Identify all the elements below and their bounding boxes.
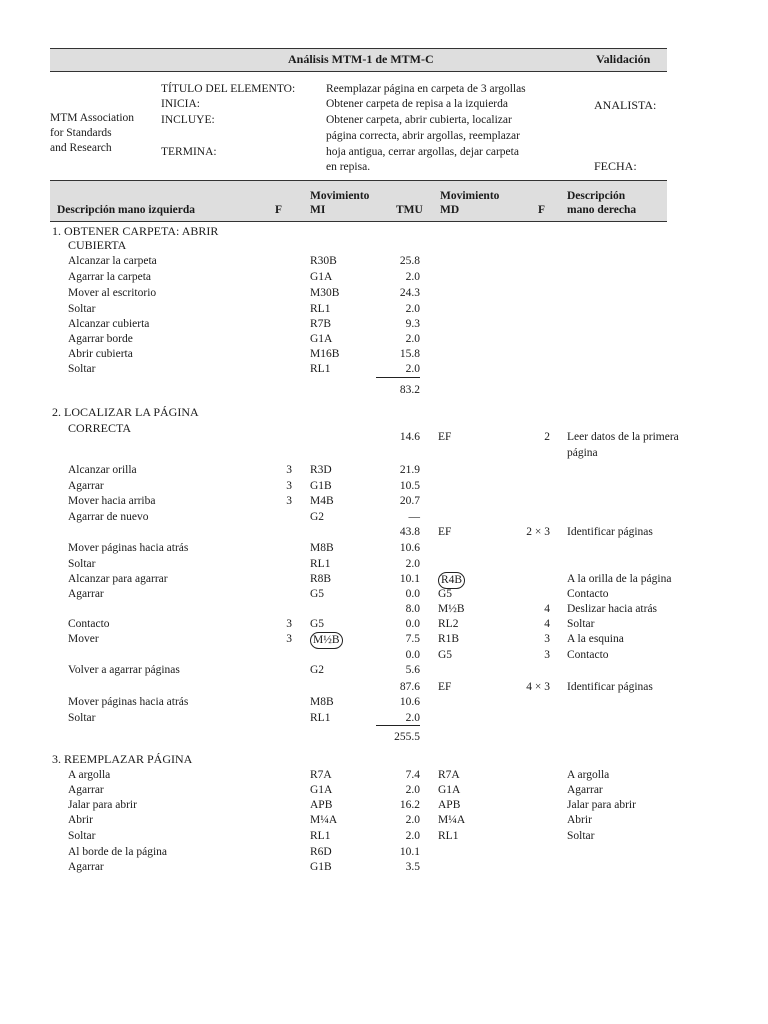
left-frequency: 3 [286,633,292,645]
table-row [0,860,768,875]
table-row [0,632,768,647]
left-motion: G2 [310,664,325,676]
table-row [0,479,768,494]
description-line: Obtener carpeta, abrir cubierta, localizar [326,114,512,126]
table-row [0,845,768,860]
left-frequency: 3 [286,618,292,630]
table-row [0,813,768,828]
subtotal-rule [376,377,420,378]
right-description: Contacto [567,588,609,600]
col-desc-right: Descripción [567,190,626,202]
right-motion: R1B [438,633,460,645]
left-description: Jalar para abrir [68,799,137,811]
right-description: Deslizar hacia atrás [567,603,658,615]
tmu-value: 43.8 [399,526,420,538]
left-description: A argolla [68,769,111,781]
tmu-value: 24.3 [399,287,420,299]
left-motion: R30B [310,255,337,267]
table-row [0,383,768,398]
tmu-value: 87.6 [399,681,420,693]
section-title-cont: CORRECTA [68,421,132,435]
table-row [0,695,768,710]
table-row [0,317,768,332]
right-motion: M½B [438,603,465,615]
left-motion: G1B [310,480,332,492]
left-motion: APB [310,799,333,811]
left-description: Mover páginas hacia atrás [68,696,189,708]
table-row [0,463,768,478]
left-description: Agarrar [68,588,104,600]
right-description: Contacto [567,649,609,661]
description-line: hoja antigua, cerrar argollas, dejar carpeta [326,146,519,158]
right-description: Soltar [567,618,595,630]
left-motion: M½B [310,632,343,649]
table-row [0,446,768,461]
left-description: Volver a agarrar páginas [68,664,180,676]
tmu-value: 3.5 [405,861,420,873]
tmu-value: 16.2 [399,799,420,811]
tmu-value: 2.0 [405,333,420,345]
table-row [0,798,768,813]
table-row [0,711,768,726]
tmu-value: 10.1 [399,846,420,858]
right-description: A la orilla de la página [567,573,672,585]
right-motion: EF [438,681,452,693]
right-motion: G1A [438,784,461,796]
description-line: en repisa. [326,161,371,173]
org-line: and Research [50,142,112,154]
left-frequency: 3 [286,495,292,507]
right-frequency: 3 [544,633,550,645]
left-motion: G1A [310,271,333,283]
left-motion: RL1 [310,712,331,724]
description-line: Obtener carpeta de repisa a la izquierda [326,98,508,110]
tmu-value: 0.0 [405,618,420,630]
right-motion: G5 [438,588,453,600]
right-motion: M¼A [438,814,466,826]
table-row [0,557,768,572]
description-line: Reemplazar página en carpeta de 3 argollas [326,83,526,95]
col-mov-md-sub: MD [440,204,460,216]
right-frequency: 4 × 3 [526,681,550,693]
table-row [0,783,768,798]
tmu-value: — [408,511,420,523]
left-motion: M4B [310,495,334,507]
right-frequency: 2 × 3 [526,526,550,538]
left-motion: R7B [310,318,332,330]
col-f-left: F [275,204,283,216]
left-motion: RL1 [310,830,331,842]
col-desc-right-sub: mano derecha [567,204,637,216]
ends-label: TERMINA: [161,146,217,158]
table-row [0,270,768,285]
starts-label: INICIA: [161,98,200,110]
table-row [0,829,768,844]
left-description: Soltar [68,830,96,842]
left-motion: R3D [310,464,332,476]
validation-label: Validación [596,52,651,66]
left-description: Agarrar borde [68,333,133,345]
tmu-value: 5.6 [405,664,420,676]
table-row [0,286,768,301]
right-description: A argolla [567,769,610,781]
right-motion: R7A [438,769,460,781]
tmu-value: 10.6 [399,696,420,708]
right-description: Abrir [567,814,592,826]
col-tmu: TMU [396,204,423,216]
right-description: Identificar páginas [567,526,653,538]
tmu-value: 25.8 [399,255,420,267]
tmu-value: 8.0 [405,603,420,615]
right-motion: RL1 [438,830,459,842]
tmu-value: 2.0 [405,712,420,724]
right-motion: EF [438,431,452,443]
table-row [0,617,768,632]
left-motion: G2 [310,511,325,523]
right-description: Soltar [567,830,595,842]
left-description: Mover páginas hacia atrás [68,542,189,554]
org-line: for Standards [50,127,112,139]
description-line: página correcta, abrir argollas, reemplazar [326,130,520,142]
tmu-value: 2.0 [405,814,420,826]
table-row [0,332,768,347]
tmu-value: 2.0 [405,830,420,842]
left-motion: M16B [310,348,340,360]
tmu-value: 83.2 [399,384,420,396]
table-row [0,525,768,540]
right-frequency: 2 [544,431,550,443]
tmu-value: 10.6 [399,542,420,554]
right-frequency: 3 [544,649,550,661]
left-motion: R8B [310,573,332,585]
table-row [0,362,768,377]
org-line: MTM Association [50,112,135,124]
left-description: Soltar [68,712,96,724]
table-row [0,254,768,269]
col-f-right: F [538,204,546,216]
left-motion: M30B [310,287,340,299]
left-motion: G1A [310,784,333,796]
table-row [0,430,768,445]
table-row [0,541,768,556]
left-frequency: 3 [286,464,292,476]
left-motion: R6D [310,846,332,858]
right-motion: RL2 [438,618,459,630]
tmu-value: 2.0 [405,558,420,570]
includes-label: INCLUYE: [161,114,215,126]
table-row [0,648,768,663]
right-motion: R4B [438,572,465,589]
tmu-value: 2.0 [405,363,420,375]
left-description: Alcanzar para agarrar [68,573,168,585]
table-row [0,510,768,525]
table-row [0,302,768,317]
left-description: Contacto [68,618,110,630]
left-motion: G1A [310,333,333,345]
left-description: Soltar [68,363,96,375]
tmu-value: 10.1 [399,573,420,585]
left-description: Alcanzar orilla [68,464,137,476]
left-description: Mover hacia arriba [68,495,156,507]
section-title-cont: CUBIERTA [68,238,127,252]
right-motion: APB [438,799,461,811]
table-row [0,768,768,783]
table-row [0,494,768,509]
tmu-value: 20.7 [399,495,420,507]
tmu-value: 0.0 [405,649,420,661]
tmu-value: 21.9 [399,464,420,476]
col-mov-mi: Movimiento [310,190,370,202]
table-row [0,730,768,745]
left-frequency: 3 [286,480,292,492]
tmu-value: 0.0 [405,588,420,600]
table-row [0,663,768,678]
left-motion: RL1 [310,558,331,570]
tmu-value: 7.4 [405,769,420,781]
tmu-value: 10.5 [399,480,420,492]
section-title: 3. REEMPLAZAR PÁGINA [52,752,193,766]
left-motion: M¼A [310,814,338,826]
left-motion: G5 [310,588,325,600]
left-description: Agarrar de nuevo [68,511,149,523]
col-mov-mi-sub: MI [310,204,326,216]
tmu-value: 14.6 [399,431,420,443]
right-description: Identificar páginas [567,681,653,693]
left-description: Al borde de la página [68,846,167,858]
left-motion: G5 [310,618,325,630]
left-description: Alcanzar cubierta [68,318,150,330]
left-description: Agarrar [68,784,104,796]
right-motion: G5 [438,649,453,661]
right-description: A la esquina [567,633,624,645]
col-desc-left: Descripción mano izquierda [57,204,195,216]
left-motion: RL1 [310,303,331,315]
left-description: Abrir [68,814,93,826]
left-motion: RL1 [310,363,331,375]
page-title: Análisis MTM-1 de MTM-C [288,52,434,66]
left-description: Abrir cubierta [68,348,133,360]
left-description: Agarrar [68,480,104,492]
right-description: Leer datos de la primera [567,431,679,443]
tmu-value: 7.5 [405,633,420,645]
left-motion: G1B [310,861,332,873]
left-description: Alcanzar la carpeta [68,255,157,267]
left-description: Agarrar [68,861,104,873]
section-title: 1. OBTENER CARPETA: ABRIR [52,224,219,238]
tmu-value: 9.3 [405,318,420,330]
right-description: Agarrar [567,784,603,796]
col-mov-md: Movimiento [440,190,500,202]
left-description: Soltar [68,303,96,315]
left-description: Mover [68,633,99,645]
table-row [0,347,768,362]
tmu-value: 2.0 [405,784,420,796]
tmu-value: 15.8 [399,348,420,360]
left-description: Soltar [68,558,96,570]
left-description: Mover al escritorio [68,287,157,299]
date-label: FECHA: [594,159,637,173]
table-row [0,602,768,617]
right-frequency: 4 [544,618,550,630]
left-description: Agarrar la carpeta [68,271,151,283]
table-row [0,680,768,695]
right-description: página [567,447,598,459]
right-description: Jalar para abrir [567,799,636,811]
tmu-value: 2.0 [405,303,420,315]
right-frequency: 4 [544,603,550,615]
left-motion: M8B [310,696,334,708]
right-motion: EF [438,526,452,538]
section-title: 2. LOCALIZAR LA PÁGINA [52,405,199,419]
tmu-value: 2.0 [405,271,420,283]
table-row [0,572,768,587]
left-motion: M8B [310,542,334,554]
analyst-label: ANALISTA: [594,98,657,112]
table-row [0,587,768,602]
element-title-label: TÍTULO DEL ELEMENTO: [161,83,296,95]
tmu-value: 255.5 [394,731,420,743]
left-motion: R7A [310,769,332,781]
